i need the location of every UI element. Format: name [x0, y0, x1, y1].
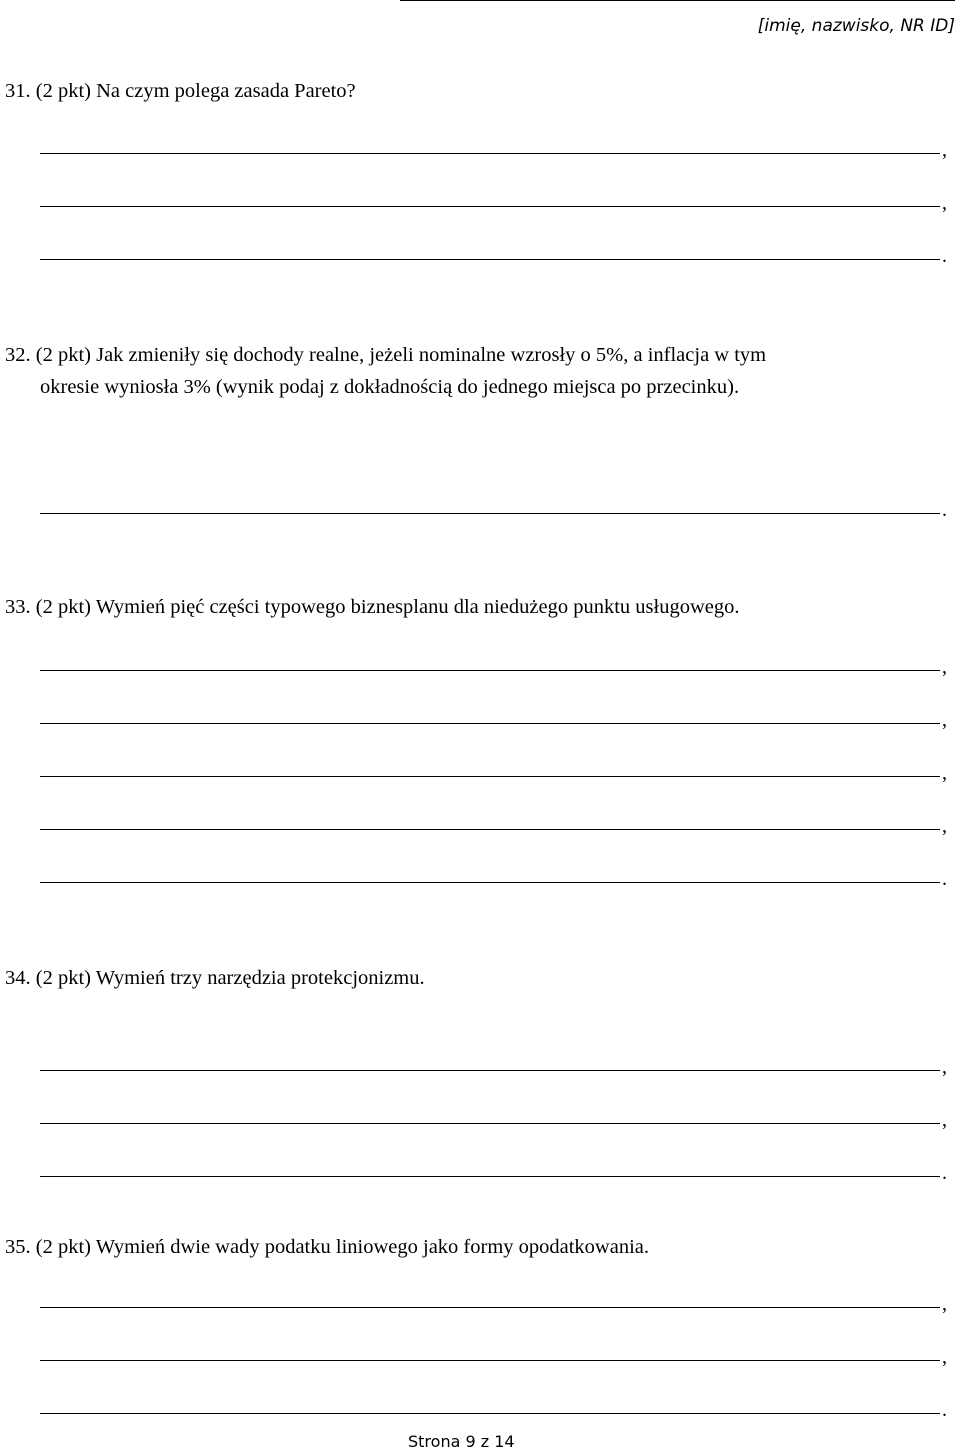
answer-punct: ,: [942, 762, 947, 784]
answer-line-34-1[interactable]: [40, 1047, 947, 1078]
page-number: Strona 9 z 14: [408, 1432, 515, 1451]
question-32-text-line-2: okresie wyniosła 3% (wynik podaj z dokładnością do jednego miejsca po przecinku).: [40, 376, 740, 398]
question-34-text: 34. (2 pkt) Wymień trzy narzędzia protekcjonizmu.: [5, 967, 425, 989]
question-32-text-line-1: 32. (2 pkt) Jak zmieniły się dochody realne, jeżeli nominalne wzrosły o 5%, a inflacja w tym: [5, 344, 767, 366]
answer-punct: ,: [942, 1056, 947, 1078]
question-33-text: 33. (2 pkt) Wymień pięć części typowego biznesplanu dla niedużego punktu usługowego.: [5, 596, 740, 618]
answer-line-34-3[interactable]: [40, 1153, 947, 1184]
answer-line-33-1[interactable]: [40, 647, 947, 678]
answer-punct: ,: [942, 709, 947, 731]
answer-punct: ,: [942, 139, 947, 161]
answer-line-32-1[interactable]: [40, 490, 947, 521]
answer-line-33-4[interactable]: [40, 806, 947, 837]
answer-line-35-2[interactable]: [40, 1337, 947, 1368]
question-35-text: 35. (2 pkt) Wymień dwie wady podatku liniowego jako formy opodatkowania.: [5, 1236, 650, 1258]
answer-line-33-5[interactable]: [40, 859, 947, 890]
answer-punct: .: [942, 245, 947, 267]
answer-punct: ,: [942, 1346, 947, 1368]
answer-line-33-3[interactable]: [40, 753, 947, 784]
header-rule: [400, 0, 955, 1]
answer-punct: ,: [942, 656, 947, 678]
answer-line-31-3[interactable]: [40, 236, 947, 267]
answer-punct: .: [942, 868, 947, 890]
answer-punct: ,: [942, 192, 947, 214]
answer-line-33-2[interactable]: [40, 700, 947, 731]
answer-punct: ,: [942, 1109, 947, 1131]
student-id-label: [imię, nazwisko, NR ID]: [757, 16, 955, 36]
answer-line-31-2[interactable]: [40, 183, 947, 214]
answer-line-35-3[interactable]: [40, 1390, 947, 1421]
answer-punct: .: [942, 1399, 947, 1421]
answer-punct: .: [942, 1162, 947, 1184]
answer-line-35-1[interactable]: [40, 1284, 947, 1315]
answer-punct: ,: [942, 1293, 947, 1315]
question-31-text: 31. (2 pkt) Na czym polega zasada Pareto?: [5, 80, 356, 102]
answer-line-34-2[interactable]: [40, 1100, 947, 1131]
answer-punct: .: [942, 499, 947, 521]
answer-line-31-1[interactable]: [40, 130, 947, 161]
answer-punct: ,: [942, 815, 947, 837]
